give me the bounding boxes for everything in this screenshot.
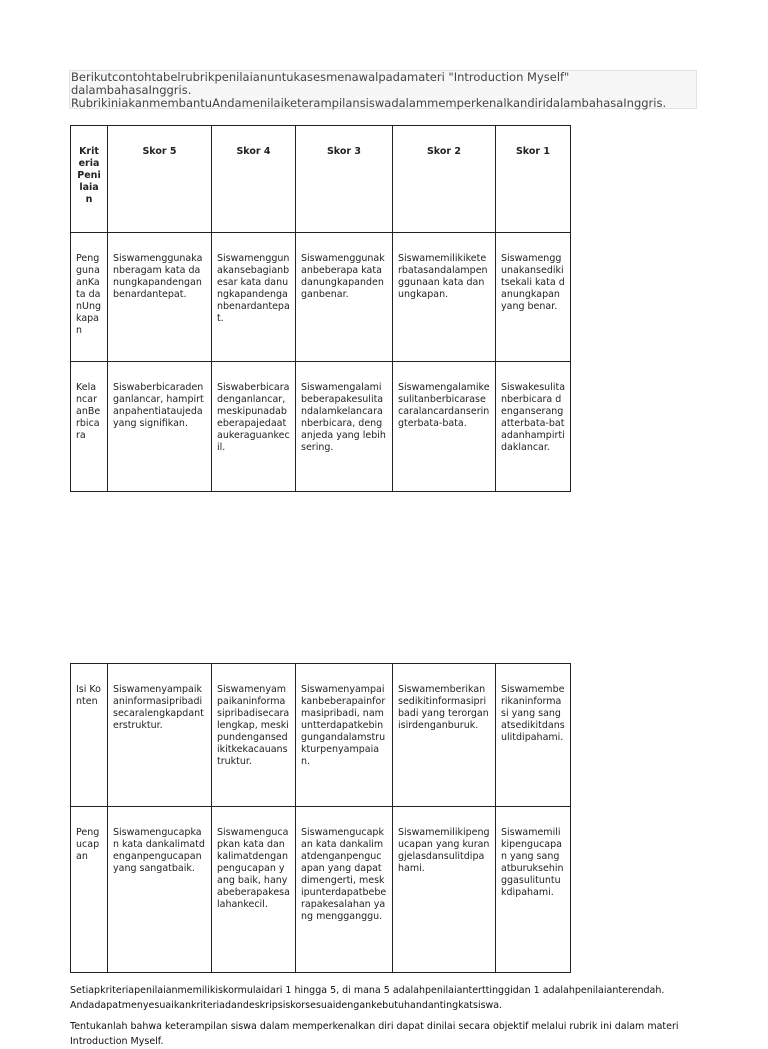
score-cell: Siswamemilikiketerbatasandalampenggunaan kata danungkapan. <box>393 233 496 362</box>
intro-line-3: RubrikiniakanmembantuAndamenilaiketerampilansiswadalammemperkenalkandiridalambahasaInggris. <box>71 96 667 110</box>
rubric-table-1 <box>70 125 571 492</box>
score-cell: Siswamenggunakanbeberapa kata danungkapandenganbenar. <box>296 233 393 362</box>
criterion-cell: Pengucapan <box>71 807 108 973</box>
table-header-row <box>71 126 571 233</box>
score-cell: Siswaberbicaradenganlancar, hampirtanpahentiataujeda yang signifikan. <box>108 362 212 492</box>
score-cell: Siswamenyampaikaninformasipribadisecaralengkap, meskipundengansedikitkekacauanstruktur. <box>212 664 296 807</box>
score-cell: Siswamenyampaikanbeberapainformasipribadi, namuntterdapatkebingungandalamstrukturpenyampaian. <box>296 664 393 807</box>
table-row <box>71 233 571 362</box>
score-cell: Siswaberbicaradenganlancar, meskipunadabeberapajedaataukeraguankecil. <box>212 362 296 492</box>
score-cell: Siswamengalamibeberapakesulitandalamkelancaranberbicara, denganjeda yang lebihsering. <box>296 362 393 492</box>
score-cell: Siswamengucapkan kata dankalimatdenganpengucapan yang dapatdimengerti, meskipunterdapatbeberapakesalahan yang mengganggu. <box>296 807 393 973</box>
criterion-cell: KelancaranBerbicara <box>71 362 108 492</box>
score-cell: Siswamenggunakansebagianbesar kata danungkapandenganbenardantepat. <box>212 233 296 362</box>
footnote-line-2: Andadapatmenyesuaikankriteriadandeskripsiskorsesuaidengankebutuhandantingkatsiswa. <box>70 1000 503 1011</box>
header-score-3: Skor 3 <box>296 126 393 233</box>
footnote-cutoff-line <box>70 1019 710 1047</box>
score-cell: Siswamenggunakanberagam kata danungkapandenganbenardantepat. <box>108 233 212 362</box>
score-cell: Siswamemilikipengucapan yang kurangjelasdansulitdipahami. <box>393 807 496 973</box>
footnote-line-3: Tentukanlah bahwa keterampilan siswa dalam memperkenalkan diri dapat dinilai secara objektif melalui rubrik ini dalam materi Introduction Myself. <box>70 1021 679 1047</box>
header-score-5: Skor 5 <box>108 126 212 233</box>
score-cell: Siswamemberikaninformasi yang sangatsedikitdansulitdipahami. <box>496 664 571 807</box>
score-cell: Siswamengucapkan kata dankalimatdenganpengucapan yang baik, hanyabeberapakesalahankecil. <box>212 807 296 973</box>
header-score-4: Skor 4 <box>212 126 296 233</box>
header-score-2: Skor 2 <box>393 126 496 233</box>
score-cell: Siswakesulitanberbicara denganserangatterbata-batadanhampirtidaklancar. <box>496 362 571 492</box>
score-cell: Siswamengucapkan kata dankalimatdenganpengucapan yang sangatbaik. <box>108 807 212 973</box>
intro-line-2: dalambahasaInggris. <box>71 83 192 97</box>
header-criteria: Kriteria Penilaian <box>71 126 108 233</box>
table-row <box>71 807 571 973</box>
score-cell: Siswamengalamikesulitanberbicarasecaralancardanseringterbata-bata. <box>393 362 496 492</box>
score-cell: Siswamemberikansedikitinformasipribadi yang terorganisirdenganburuk. <box>393 664 496 807</box>
footnote-line-1: Setiapkriteriapenilaianmemilikiskormulaidari 1 hingga 5, di mana 5 adalahpenilaianterttinggidan 1 adalahpenilaianterendah. <box>70 985 665 996</box>
criterion-cell: PenggunaanKata danUngkapan <box>71 233 108 362</box>
footnote <box>70 983 710 1013</box>
score-cell: Siswamemilikipengucapan yang sangatburuksehinggasulituntukdipahami. <box>496 807 571 973</box>
score-cell: Siswamenyampaikaninformasipribadisecaralengkapdanterstruktur. <box>108 664 212 807</box>
intro-line-1: Berikutcontohtabelrubrikpenilaianuntukasesmenawalpadamateri "Introduction Myself" <box>71 70 570 84</box>
rubric-table-2 <box>70 663 571 973</box>
intro-paragraph <box>69 70 697 109</box>
score-cell: Siswamenggunakansedikitsekali kata danungkapan yang benar. <box>496 233 571 362</box>
criterion-cell: Isi Konten <box>71 664 108 807</box>
header-score-1: Skor 1 <box>496 126 571 233</box>
table-row <box>71 664 571 807</box>
table-row <box>71 362 571 492</box>
